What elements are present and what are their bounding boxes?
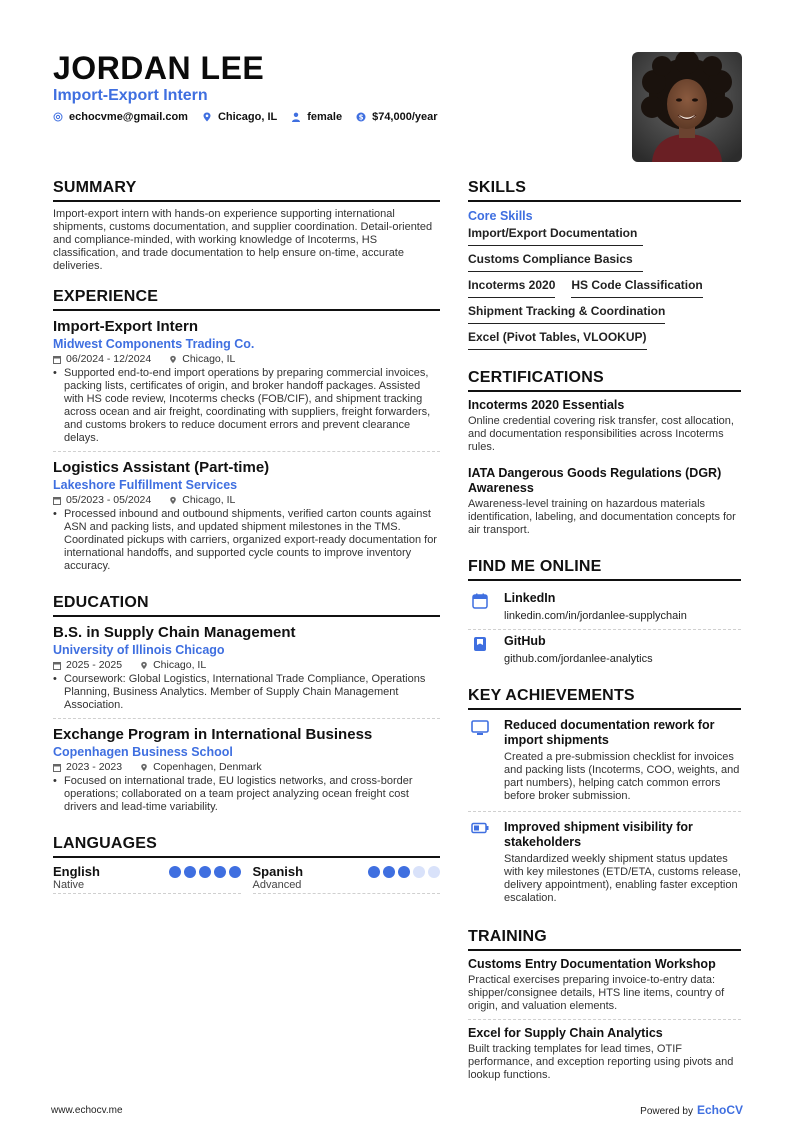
language-rating <box>368 866 440 878</box>
certifications-section <box>468 368 741 543</box>
education-entry <box>53 623 440 719</box>
achievement-title: Reduced documentation rework for import shipments <box>504 718 715 747</box>
rating-dot-filled <box>368 866 380 878</box>
online-link-github[interactable] <box>468 630 741 672</box>
summary-heading: SUMMARY <box>53 178 440 202</box>
right-column <box>468 178 741 1102</box>
training-section <box>468 927 741 1088</box>
certifications-heading: CERTIFICATIONS <box>468 368 741 392</box>
experience-section <box>53 287 440 579</box>
skill-tag: Import/Export Documentation <box>468 224 643 246</box>
certification-title: Incoterms 2020 Essentials <box>468 398 625 412</box>
achievement-item <box>468 818 741 913</box>
calendar-icon <box>53 661 61 670</box>
candidate-name: JORDAN LEE <box>53 50 265 86</box>
experience-entry <box>53 317 440 452</box>
experience-location-text: Chicago, IL <box>182 353 236 365</box>
experience-meta <box>53 494 440 507</box>
skills-list <box>468 224 741 354</box>
rating-dot-filled <box>184 866 196 878</box>
education-entry <box>53 725 440 820</box>
experience-heading: EXPERIENCE <box>53 287 440 311</box>
contact-salary-text: $74,000/year <box>372 111 438 123</box>
achievements-section <box>468 686 741 913</box>
monitor-icon <box>468 718 492 803</box>
training-heading: TRAINING <box>468 927 741 951</box>
achievement-desc: Created a pre-submission checklist for invoices and packing lists (Incoterms, COO, weights, and part numbers), helping catch common errors before broker submission. <box>504 751 740 802</box>
contact-row <box>53 111 613 123</box>
education-heading: EDUCATION <box>53 593 440 617</box>
online-url[interactable]: github.com/jordanlee-analytics <box>504 653 653 665</box>
calendar-icon <box>53 763 61 772</box>
language-item <box>253 864 441 894</box>
rating-dot-empty <box>413 866 425 878</box>
languages-list <box>53 864 440 894</box>
language-level: Native <box>53 879 85 891</box>
footer-powered-by: Powered by <box>640 1106 693 1117</box>
online-title: GitHub <box>504 634 546 648</box>
education-dates-text: 2023 - 2023 <box>66 761 123 773</box>
education-org: Copenhagen Business School <box>53 745 233 759</box>
location-pin-icon <box>169 496 177 505</box>
footer-brand[interactable]: EchoCV <box>696 1103 743 1117</box>
experience-org: Midwest Components Trading Co. <box>53 337 255 351</box>
coin-icon <box>356 112 366 122</box>
experience-bullet: • Processed inbound and outbound shipments, verified carton counts against ASN and packing lists, and updated shipment milestones in the TMS. Coordinated pickups with carriers, organized export-ready documentation for international handoffs, and supported cycle counts to improve inventory accuracy. <box>53 508 440 573</box>
language-rating <box>169 866 241 878</box>
skill-tag: Customs Compliance Basics <box>468 250 643 272</box>
contact-salary <box>356 111 437 123</box>
candidate-title: Import-Export Intern <box>53 87 208 104</box>
github-icon <box>468 634 492 666</box>
experience-title: Import-Export Intern <box>53 318 198 335</box>
calendar-icon <box>53 355 61 364</box>
rating-dot-filled <box>383 866 395 878</box>
contact-gender-text: female <box>307 111 343 123</box>
online-heading: FIND ME ONLINE <box>468 557 741 581</box>
education-location <box>140 761 262 774</box>
location-pin-icon <box>169 355 177 364</box>
core-skills-label: Core Skills <box>468 209 533 223</box>
rating-dot-filled <box>398 866 410 878</box>
education-dates <box>53 659 122 672</box>
training-title: Customs Entry Documentation Workshop <box>468 957 716 971</box>
experience-meta <box>53 353 440 366</box>
svg-text:$: $ <box>358 113 364 122</box>
experience-location-text: Chicago, IL <box>182 494 236 506</box>
language-level: Advanced <box>252 879 302 891</box>
summary-text: Import-export intern with hands-on experience supporting international shipments, customs documentation, and supplier coordination. Detail-oriented and compliance-minded, with working knowledge of Incoterms, HS classification, and trade documentation to help ensure on-time, accurate deliveries. <box>53 208 433 272</box>
location-pin-icon <box>140 661 148 670</box>
achievement-title: Improved shipment visibility for stakeholders <box>504 820 693 849</box>
online-link-linkedin[interactable] <box>468 587 741 630</box>
contact-location-text: Chicago, IL <box>217 111 278 123</box>
certification-item <box>468 466 741 543</box>
summary-section <box>53 178 440 273</box>
experience-entry <box>53 458 440 579</box>
battery-icon <box>468 820 492 905</box>
linkedin-icon <box>468 591 492 623</box>
education-bullet: • Coursework: Global Logistics, International Trade Compliance, Operations Planning, Business Analytics. Member of Supply Chain Management Association. <box>53 673 440 712</box>
rating-dot-filled <box>229 866 241 878</box>
calendar-icon <box>53 496 61 505</box>
training-item <box>468 1026 741 1088</box>
skills-heading: SKILLS <box>468 178 741 202</box>
skill-tag: Shipment Tracking & Coordination <box>468 302 665 324</box>
experience-dates <box>53 353 151 366</box>
resume-header <box>53 50 613 123</box>
achievement-desc: Standardized weekly shipment status updates with key milestones (ETD/ETA, customs release, delivery appointment), enabling faster exception escalation. <box>504 853 741 904</box>
language-item <box>53 864 241 894</box>
languages-section <box>53 834 440 894</box>
online-url[interactable]: linkedin.com/in/jordanlee-supplychain <box>504 610 687 622</box>
skill-tag: HS Code Classification <box>571 276 702 298</box>
education-section <box>53 593 440 820</box>
experience-bullet: • Supported end-to-end import operations by preparing commercial invoices, packing lists, certificates of origin, and broker handoff packages. Assisted with HS code review, Incoterms checks (FOB/CIF), and shipment tracking across ocean and air freight, coordinating with suppliers, freight forwarders, and customs brokers to reduce document errors and prevent clearance delays. <box>53 367 440 445</box>
training-item <box>468 957 741 1020</box>
experience-location <box>169 494 235 507</box>
online-section <box>468 557 741 672</box>
education-bullet: • Focused on international trade, EU logistics networks, and cross-border operations; collaborated on a team project analyzing ocean freight cost drivers and lead-time variability. <box>53 775 440 814</box>
contact-gender <box>291 111 342 123</box>
left-column <box>53 178 440 908</box>
education-meta <box>53 761 440 774</box>
training-title: Excel for Supply Chain Analytics <box>468 1026 663 1040</box>
education-title: Exchange Program in International Business <box>53 726 373 743</box>
at-icon <box>53 112 63 122</box>
certification-title: IATA Dangerous Goods Regulations (DGR) Awareness <box>468 466 722 495</box>
rating-dot-empty <box>428 866 440 878</box>
rating-dot-filled <box>169 866 181 878</box>
education-meta <box>53 659 440 672</box>
location-pin-icon <box>140 763 148 772</box>
experience-dates-text: 06/2024 - 12/2024 <box>66 353 152 365</box>
experience-org: Lakeshore Fulfillment Services <box>53 478 238 492</box>
achievement-item <box>468 716 741 812</box>
education-org: University of Illinois Chicago <box>53 643 225 657</box>
skill-tag: Incoterms 2020 <box>468 276 555 298</box>
education-dates-text: 2025 - 2025 <box>66 659 123 671</box>
certification-desc: Awareness-level training on hazardous materials identification, labeling, and documentation concepts for air transport. <box>468 498 736 536</box>
experience-dates-text: 05/2023 - 05/2024 <box>66 494 152 506</box>
education-location-text: Chicago, IL <box>153 659 207 671</box>
language-name: English <box>53 864 100 879</box>
contact-email-text: echocvme@gmail.com <box>69 111 188 123</box>
education-dates <box>53 761 122 774</box>
education-title: B.S. in Supply Chain Management <box>53 624 296 641</box>
experience-dates <box>53 494 151 507</box>
education-location-text: Copenhagen, Denmark <box>153 761 262 773</box>
skills-section <box>468 178 741 354</box>
certification-item <box>468 398 741 460</box>
education-location <box>140 659 206 672</box>
rating-dot-filled <box>214 866 226 878</box>
experience-title: Logistics Assistant (Part-time) <box>53 459 270 476</box>
person-icon <box>291 112 301 122</box>
location-pin-icon <box>202 112 212 122</box>
portrait-image <box>632 52 742 162</box>
skill-tag: Excel (Pivot Tables, VLOOKUP) <box>468 328 647 350</box>
profile-photo <box>632 52 742 162</box>
training-desc: Built tracking templates for lead times, OTIF performance, and exception reporting using pivots and lookup functions. <box>468 1043 734 1081</box>
languages-heading: LANGUAGES <box>53 834 440 858</box>
language-name: Spanish <box>252 864 304 879</box>
contact-email[interactable] <box>53 111 188 123</box>
footer-site-link[interactable]: www.echocv.me <box>51 1105 123 1116</box>
training-desc: Practical exercises preparing invoice-to-entry data: shipper/consignee details, HTS line items, country of origin, and valuation elements. <box>468 974 725 1012</box>
footer-branding <box>640 1103 743 1117</box>
achievements-heading: KEY ACHIEVEMENTS <box>468 686 741 710</box>
certification-desc: Online credential covering risk transfer, cost allocation, and documentation responsibilities across Incoterms rules. <box>468 415 734 453</box>
rating-dot-filled <box>199 866 211 878</box>
online-title: LinkedIn <box>504 591 556 605</box>
contact-location <box>202 111 277 123</box>
experience-location <box>169 353 235 366</box>
